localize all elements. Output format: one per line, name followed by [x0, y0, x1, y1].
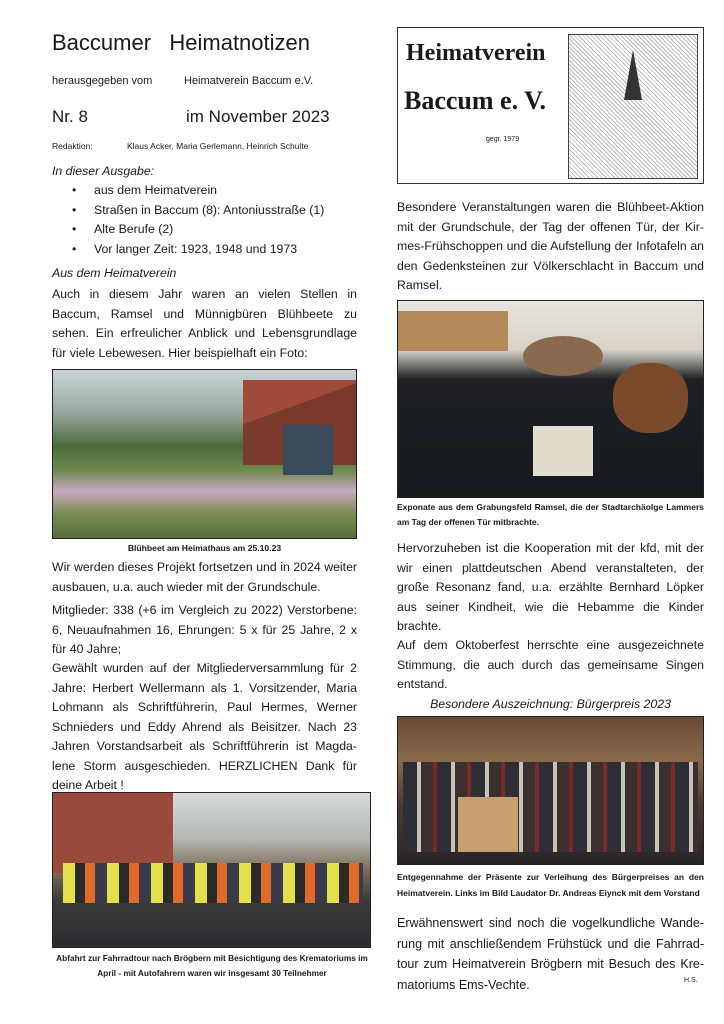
- photo-caption: Exponate aus dem Grabungsfeld Ramsel, die der Stadtarchäolge Lammers am Tag der offenen Tür mitbrachte.: [397, 502, 704, 527]
- photo-award: [397, 716, 704, 865]
- photo-flower-bed: [52, 369, 357, 539]
- toc-list: [52, 181, 357, 259]
- issue-date: im November 2023: [186, 107, 330, 126]
- logo-text: Baccum e. V.: [404, 86, 547, 115]
- photo-exhibits: [397, 300, 704, 498]
- photo-bike-tour: [52, 792, 371, 948]
- toc-item: • Vor langer Zeit: 1923, 1948 und 1973: [52, 240, 357, 260]
- editors-label: Redaktion:: [52, 141, 93, 151]
- award-heading: Besondere Auszeichnung: Bürgerpreis 2023: [430, 697, 671, 711]
- publisher: Heimatverein Baccum e.V.: [184, 75, 314, 87]
- paragraph: Wir werden dieses Projekt fortsetzen und in 2024 weiter ausbauen, u.a. auch wieder mit der Grundschule.: [52, 560, 357, 594]
- toc-item: • Straßen in Baccum (8): Antoniusstraße (1): [52, 201, 357, 221]
- paragraph: Mitglieder: 338 (+6 im Vergleich zu 2022) Verstorbene: 6, Neuaufnahmen 16, Ehrungen: 5 x für 25 Jahre, 2 x für 40 Jahre;: [52, 603, 357, 656]
- photo-caption: Blühbeet am Heimathaus am 25.10.23: [127, 543, 282, 553]
- issue-number: Nr. 8: [52, 107, 88, 126]
- editors: Klaus Acker, Maria Gerlemann, Heinrich Schulte: [127, 141, 309, 151]
- logo-text: Heimatverein: [406, 40, 546, 66]
- paragraph: Gewählt wurden auf der Mitgliederversammlung für 2 Jahre: Herbert Wellermann als 1. Vorsitzender, Maria Lohmann als Schriftführerin, Paul Hermes, Werner Schnieders und Eddy Ahrend als Beisitzer. Nach 23 Jahren Vorstandsarbeit als Schriftführerin ist Magdalene Storm ausgeschieden. HERZLICHEN Dank für deine Arbeit !: [52, 661, 357, 792]
- paragraph: Hervorzuheben ist die Kooperation mit der kfd, mit der wir einen plattdeutschen Abend veranstalteten, der große Resonanz fand, u.a. erzählte Bernhard Löpker aus seiner Kindheit, wie die Hebamme die Kinder brachte.: [397, 541, 704, 633]
- photo-caption: Abfahrt zur Fahrradtour nach Brögbern mit Besichtigung des Krematoriums im April - mit Autofahrern waren wir insgesamt 30 Teilnehmer: [56, 953, 368, 978]
- photo-caption: Entgegennahme der Präsente zur Verleihung des Bürgerpreises an den Heimatverein. Links im Bild Laudator Dr. Andreas Eiynck mit dem Vorstand: [397, 872, 704, 898]
- toc-heading: In dieser Ausgabe:: [52, 164, 155, 178]
- toc-item: • Alte Berufe (2): [52, 220, 357, 240]
- logo-church-drawing: [568, 34, 698, 179]
- paragraph: Auch in diesem Jahr waren an vielen Stellen in Baccum, Ramsel und Münnigbüren Blühbeete zu sehen. Ein erfreulicher Anblick und Lebensgrundlage für viele Lebewesen. Hier beispielhaft ein Foto:: [52, 287, 357, 360]
- toc-item: • aus dem Heimatverein: [52, 181, 357, 201]
- section-heading: Aus dem Heimatverein: [52, 266, 177, 280]
- paragraph: Erwähnenswert sind noch die vogelkundliche Wanderung mit anschließendem Frühstück und die Fahrradtour zum Heimatverein Brögbern mit Besuch des Krematoriums Ems-Vechte.: [397, 916, 704, 992]
- logo-box: [397, 27, 704, 184]
- author-signature: H.S.: [684, 977, 698, 984]
- publisher-label: herausgegeben vom: [52, 75, 153, 87]
- paragraph: Auf dem Oktoberfest herrschte eine ausgezeichnete Stimmung, die auch durch das gemeinsame Singen entstand.: [397, 638, 704, 691]
- paragraph: Besondere Veranstaltungen waren die Blühbeet-Aktion mit der Grundschule, der Tag der offenen Tür, der Kirmes-Frühschoppen und die Aufstellung der Infotafeln an den Gedenksteinen zur Völkerschlacht in Baccum und Ramsel.: [397, 200, 704, 292]
- logo-founded: gegr. 1979: [486, 136, 520, 143]
- newsletter-title: Baccumer Heimatnotizen: [52, 30, 310, 55]
